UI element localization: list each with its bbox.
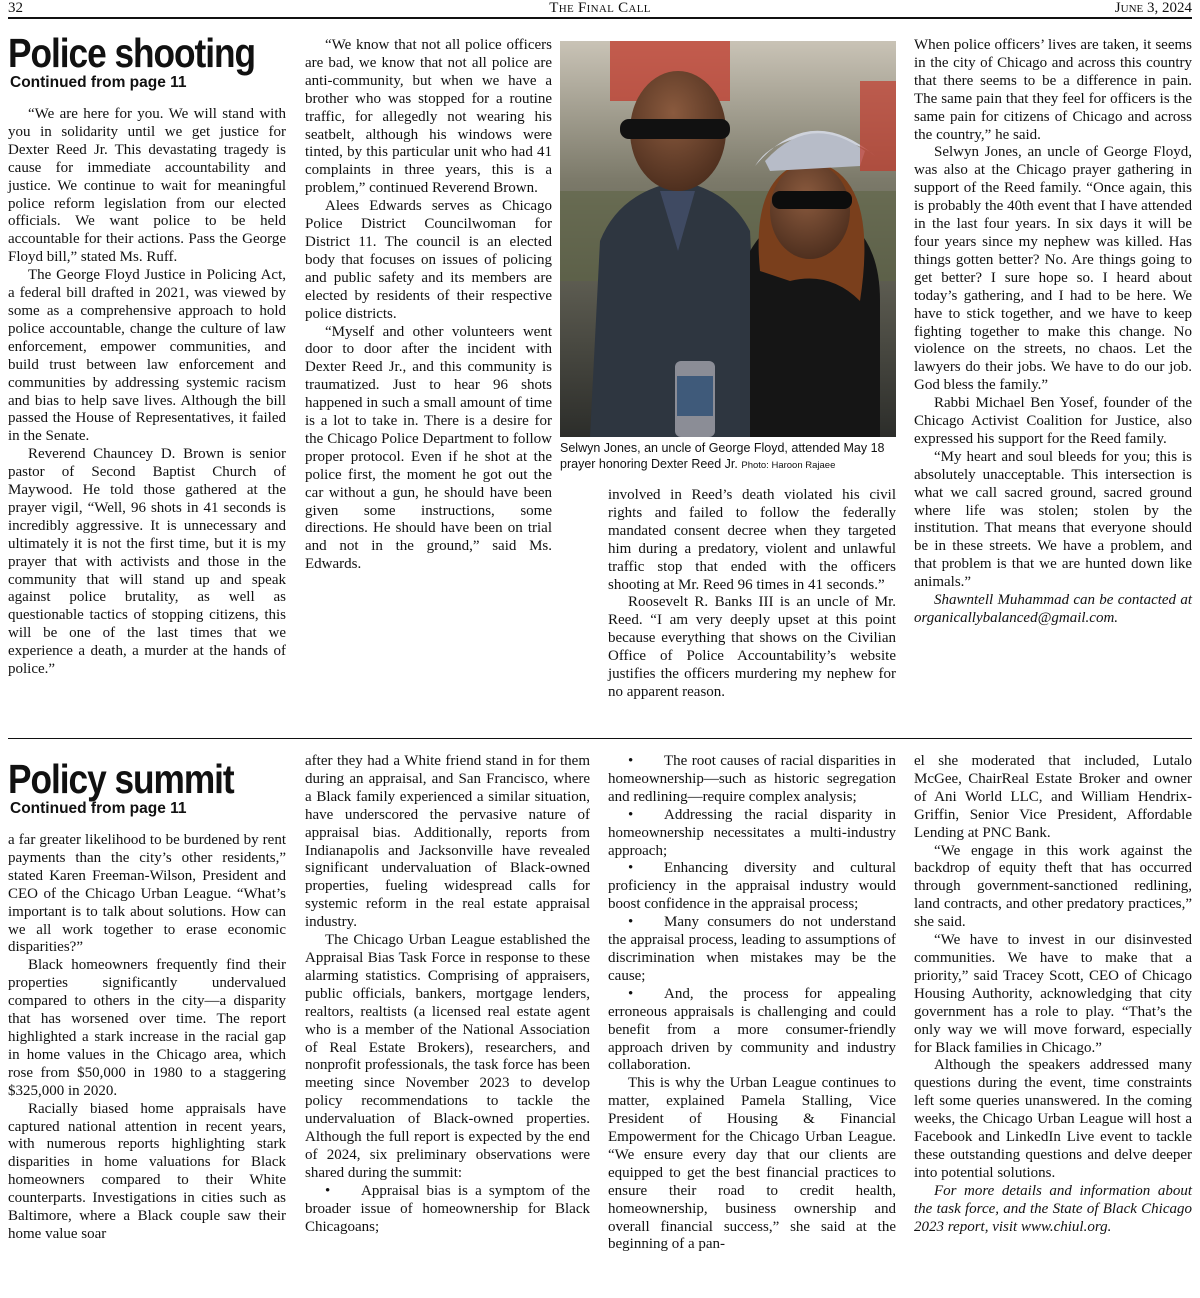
list-item-text: The root causes of racial disparities in homeownership—such as historic segregation and redlining—require complex analysis; (608, 753, 896, 805)
list-item (608, 986, 896, 1076)
paragraph: “Myself and other volunteers went door to door after the incident with Dexter Reed Jr., and this community is traumatized. Just to hear 96 shots happened in such a small amount of time is a lot to take in. There is a desire for the Chicago Police Department to follow proper protocol. Even if he shot at the police first, the moment he got out the car without a gun, he should have been given some instructions, some directions. He should have been on trial and not in the ground,” said Ms. Edwards. (305, 323, 552, 573)
issue-date: June 3, 2024 (1114, 0, 1192, 16)
list-item-text: Enhancing diversity and cultural proficiency in the appraisal industry would boost confidence in the appraisal process; (608, 860, 896, 913)
photo-illustration (560, 41, 896, 437)
page-header (8, 0, 1192, 16)
list-item-text: Many consumers do not understand the appraisal process, leading to assumptions of discrimination when mistakes may be the cause; (608, 914, 896, 984)
news-photo (560, 41, 896, 437)
paragraph: Roosevelt R. Banks III is an uncle of Mr. Reed. “I am very deeply upset at this point because everything that shows on the Civilian Office of Police Accountability’s website justifies the officers murdering my nephew for no apparent reason. (608, 594, 896, 700)
story2-headline: Policy summit (8, 756, 234, 802)
photo-caption (560, 440, 900, 474)
bullet-glyph: • (325, 1182, 331, 1199)
paragraph: “We are here for you. We will stand with you in solidarity until we get justice for Dexter Reed Jr. This devastating tragedy is cause for immediate accountability and justice. We continue to wait for meaningful police reform legislation from our elected officials. We want police to be held accountable for their actions. Pass the George Floyd bill,” stated Ms. Ruff. (8, 106, 286, 266)
story1-column-1 (8, 32, 286, 732)
closing-note: For more details and information about the task force, and the State of Black Chicago 2023 report, visit www.chiul.org. (914, 1182, 1192, 1235)
story2-continued: Continued from page 11 (10, 800, 187, 817)
story1-column-3 (608, 487, 896, 725)
list-item (305, 1183, 590, 1237)
bullet-glyph: • (628, 753, 634, 769)
list-item-text: Addressing the racial disparity in homeownership necessitates a multi-industry approach; (608, 806, 896, 859)
header-rule (8, 17, 1192, 19)
paragraph: Racially biased home appraisals have captured national attention in recent years, with numerous reports highlighting stark disparities in home valuations for Black homeowners compared to their White counterparts. Investigations in cities such as Baltimore, where a Black couple saw their home value soar (8, 1100, 286, 1242)
paragraph: “My heart and soul bleeds for you; this is absolutely unacceptable. This intersection is what we call sacred ground, sacred ground where life was stolen; stolen by the institution. That means that everyone should be in these streets. We have a problem, and that problem is that we are hunted down like animals.” (914, 448, 1192, 591)
bullet-glyph: • (628, 860, 634, 877)
story2-column-3 (608, 753, 896, 1293)
section-divider (8, 738, 1192, 739)
list-item (608, 807, 896, 861)
paragraph: This is why the Urban League continues to matter, explained Pamela Stalling, Vice President of Housing & Financial Empowerment for the Chicago Urban League. “We ensure every day that our clients are equipped to get the best financial practices to ensure their road to credit health, homeownership, business ownership and overall financial success,” she said at the beginning of a pan- (608, 1075, 896, 1253)
story2-column-2 (305, 753, 590, 1293)
list-item-text: Appraisal bias is a symptom of the broader issue of homeownership for Black Chicagoans; (305, 1182, 590, 1235)
paragraph: Selwyn Jones, an uncle of George Floyd, was also at the Chicago prayer gathering in support of the Reed family. “Once again, this is probably the 40th event that I have attended in the last four years. In six days it will be four years since my nephew was killed. Has things gotten better? No. Are things going to get better? I sure hope so. I heard about today’s gathering, and I had to be here. We have to stick together, and we have to keep fighting together to make this change. No violence on the streets, no chaos. Let the lawyers do their jobs. We have to do our job. God bless the family.” (914, 144, 1192, 394)
paragraph: The Chicago Urban League established the Appraisal Bias Task Force in response to these alarming statistics. Comprising of appraisers, public officials, bankers, mortgage lenders, realtors, realtists (a licensed real estate agent who is a member of the National Association of Real Estate Brokers), researchers, and nonprofit professionals, the task force has been meeting since November 2023 to develop policy recommendations to tackle the undervaluation of Black-owned properties. Although the full report is expected by the end of 2024, six preliminary observations were shared during the summit: (305, 932, 590, 1181)
story1-column-2-continued (305, 37, 590, 725)
photo-credit: Photo: Haroon Rajaee (741, 460, 836, 471)
paragraph: a far greater likelihood to be burdened by rent payments than the city’s other residents,” stated Karen Freeman-Wilson, President and CEO of the Chicago Urban League. “What’s important is to talk about solutions. How can we all work together to erase economic disparities?” (8, 832, 286, 956)
paragraph: Alees Edwards serves as Chicago Police District Councilwoman for District 11. The council is an elected body that focuses on issues of policing and public safety and its members are elected by residents of their respective police districts. (305, 198, 552, 322)
paragraph: Black homeowners frequently find their properties significantly undervalued compared to others in the city—a disparity that has worsened over time. The report highlighted a stark increase in the racial gap in home values in the Chicago area, which rose from $50,000 in 1980 to a staggering $325,000 in 2020. (8, 957, 286, 1099)
bullet-glyph: • (628, 914, 634, 931)
paragraph: “We know that not all police officers are bad, we know that not all police are anti-community, but when we have a brother who was stopped for a routine traffic, for allegedly not wearing his seatbelt, although his windows were tinted, by this particular unit who had 41 complaints in three years, this is a problem,” continued Reverend Brown. (305, 37, 552, 197)
paragraph: Although the speakers addressed many questions during the event, time constraints left some queries unanswered. In the coming weeks, the Chicago Urban League will host a Facebook and LinkedIn Live event to tackle these outstanding questions and delve deeper into potential solutions. (914, 1057, 1192, 1181)
paragraph: “We have to invest in our disinvested communities. We have to make that a priority,” said Tracey Scott, CEO of Chicago Housing Authority, acknowledging that city government has a role to play. “That’s the only way we will move forward, especially for Black families in Chicago.” (914, 932, 1192, 1056)
list-item-text: And, the process for appealing erroneous appraisals is challenging and could benefit from a more consumer-friendly approach driven by community and industry collaboration. (608, 985, 896, 1074)
paragraph: Rabbi Michael Ben Yosef, founder of the Chicago Activist Coalition for Justice, also expressed his support for the Reed family. (914, 395, 1192, 447)
paragraph: The George Floyd Justice in Policing Act, a federal bill drafted in 2021, was viewed by some as a comprehensive approach to hold police accountable, change the culture of law enforcement, empower communities, and build trust between law enforcement and communities by addressing systemic racism and bias to help save lives. Although the bill passed the House of Representatives, it failed in the Senate. (8, 267, 286, 445)
paragraph: “We engage in this work against the backdrop of equity theft that has occurred through government-sanctioned redlining, land contracts, and other predatory practices,” she said. (914, 842, 1192, 931)
paragraph: el she moderated that included, Lutalo McGee, ChairReal Estate Broker and owner of Ani World LLC, and William Hendrix-Griffin, Senior Vice President, Affordable Lending at PNC Bank. (914, 753, 1192, 841)
story1-column-4 (914, 37, 1192, 727)
bullet-glyph: • (628, 985, 634, 1002)
author-contact: Shawntell Muhammad can be contacted at organicallybalanced@gmail.com. (914, 592, 1192, 626)
paragraph: involved in Reed’s death violated his civil rights and failed to follow the federally mandated consent decree when they targeted him during a predatory, violent and unlawful traffic stop that ended with the officers shooting at Mr. Reed 96 times in 41 seconds.” (608, 487, 896, 593)
story1-continued: Continued from page 11 (10, 74, 187, 91)
story2-column-4 (914, 753, 1192, 1293)
paragraph: Reverend Chauncey D. Brown is senior pastor of Second Baptist Church of Maywood. He told those gathered at the prayer vigil, “Well, 96 shots in 41 seconds is incredibly aggressive. It is unnecessary and ultimately it is not the first time, but it is my prayer that with activists and those in the community that will stand up and speak against police brutality, as well as questionable tactics of stopping citizens, this will be one of the last times that we experience a death, a murder at the hands of police.” (8, 446, 286, 678)
paragraph: When police officers’ lives are taken, it seems in the city of Chicago and across this country that there seems to be a difference in pain. The same pain that they feel for officers is the same pain for citizens of Chicago and across the country,” he said. (914, 37, 1192, 143)
list-item (608, 753, 896, 807)
caption-text: Selwyn Jones, an uncle of George Floyd, attended May 18 prayer honoring Dexter Reed Jr. (560, 441, 885, 471)
story1-headline: Police shooting (8, 30, 256, 76)
paragraph: after they had a White friend stand in for them during an appraisal, and San Francisco, where a Black family experienced a similar situation, have underscored the pervasive nature of appraisal bias. Additionally, reports from Indianapolis and Jacksonville have revealed significant undervaluation of Black-owned properties, fueling widespread calls for systemic reform in the real estate appraisal industry. (305, 753, 590, 931)
page-number: 32 (8, 0, 23, 16)
list-item (608, 860, 896, 914)
bullet-glyph: • (628, 806, 634, 823)
publication-name: The Final Call (549, 0, 651, 16)
list-item (608, 914, 896, 986)
story2-column-1 (8, 758, 286, 1293)
